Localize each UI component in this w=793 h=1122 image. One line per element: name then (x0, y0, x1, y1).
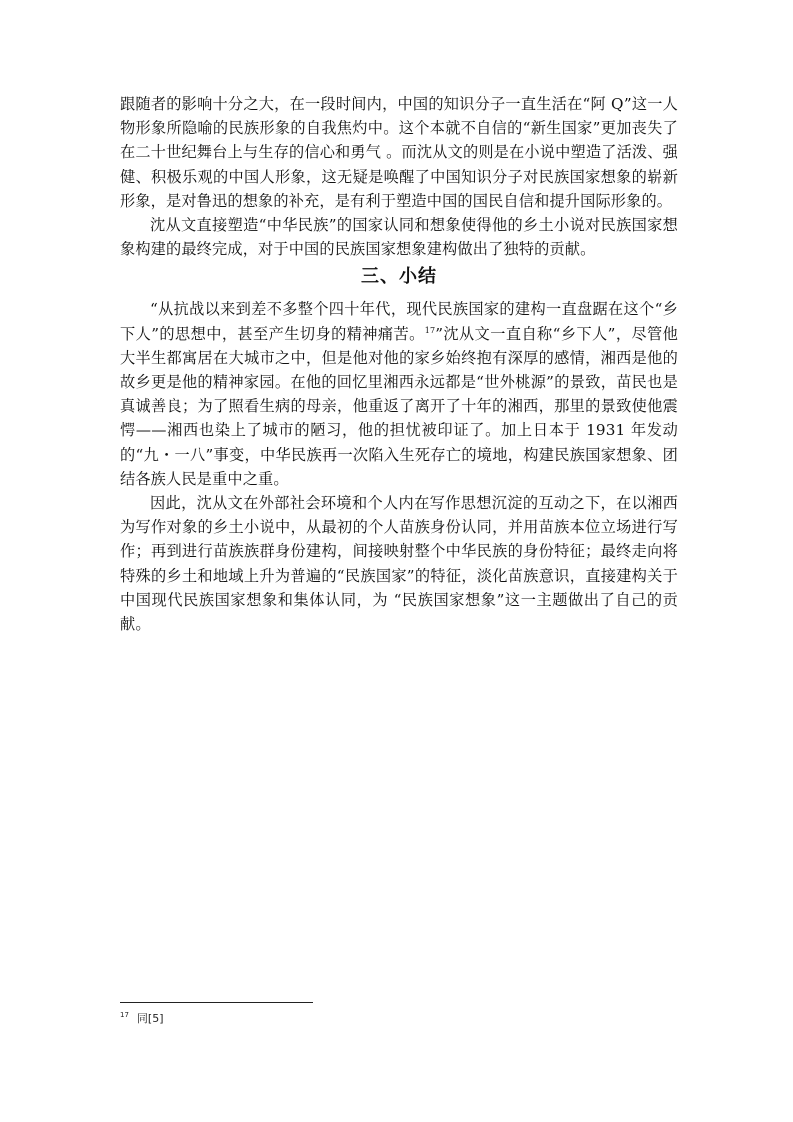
footnote-reference[interactable]: 17 (424, 325, 436, 335)
paragraph-1: 跟随者的影响十分之大，在一段时间内，中国的知识分子一直生活在“阿 Q”这一人物形象所隐喻的民族形象的自我焦灼中。这个本就不自信的“新生国家”更加丧失了在二十世纪舞台上与生存的信心和勇气 。而沈从文的则是在小说中塑造了活泼、强健、积极乐观的中国人形象，这无疑是唤醒了中国知识分子对民族国家想象的崭新形象，是对鲁迅的想象的补充，是有利于塑造中国的国民自信和提升国际形象的。 (120, 95, 678, 210)
paragraph-2: 沈从文直接塑造“中华民族”的国家认同和想象使得他的乡土小说对民族国家想象构建的最终完成，对于中国的民族国家想象建构做出了独特的贡献。 (120, 216, 678, 259)
footnote (120, 1011, 164, 1027)
paragraph-4: 因此，沈从文在外部社会环境和个人内在写作思想沉淀的互动之下，在以湘西为写作对象的乡土小说中，从最初的个人苗族身份认同，并用苗族本位立场进行写作；再到进行苗族族群身份建构，间接映射整个中华民族的身份特征；最终走向将特殊的乡土和地域上升为普遍的“民族国家”的特征，淡化苗族意识，直接建构关于中国现代民族国家想象和集体认同，为 “民族国家想象”这一主题做出了自己的贡献。 (120, 494, 678, 634)
footnote-divider (120, 1002, 313, 1003)
paragraph-3-quote: “从抗战以来到差不多整个四十年代，现代民族国家的建构一直盘踞在这个“乡下人”的思想中，甚至产生切身的精神痛苦。 (120, 300, 678, 343)
body-text (120, 92, 678, 636)
paragraph-3 (120, 297, 678, 491)
paragraph-3-rest: ”沈从文一直自称“乡下人”，尽管他大半生都寓居在大城市之中，但是他对他的家乡始终抱有深厚的感情，湘西是他的故乡更是他的精神家园。在他的回忆里湘西永远都是“世外桃源”的景致，苗民也是真诚善良；为了照看生病的母亲，他重返了离开了十年的湘西，那里的景致使他震愕——湘西也染上了城市的陋习，他的担忧被印证了。加上日本于 1931 年发动的“九・一八”事变，中华民族再一次陷入生死存亡的境地，构建民族国家想象、团结各族人民是重中之重。 (120, 324, 679, 488)
footnote-text: 同[5] (136, 1012, 164, 1025)
section-heading: 三、小结 (361, 266, 437, 288)
footnote-number: 17 (120, 1011, 129, 1020)
